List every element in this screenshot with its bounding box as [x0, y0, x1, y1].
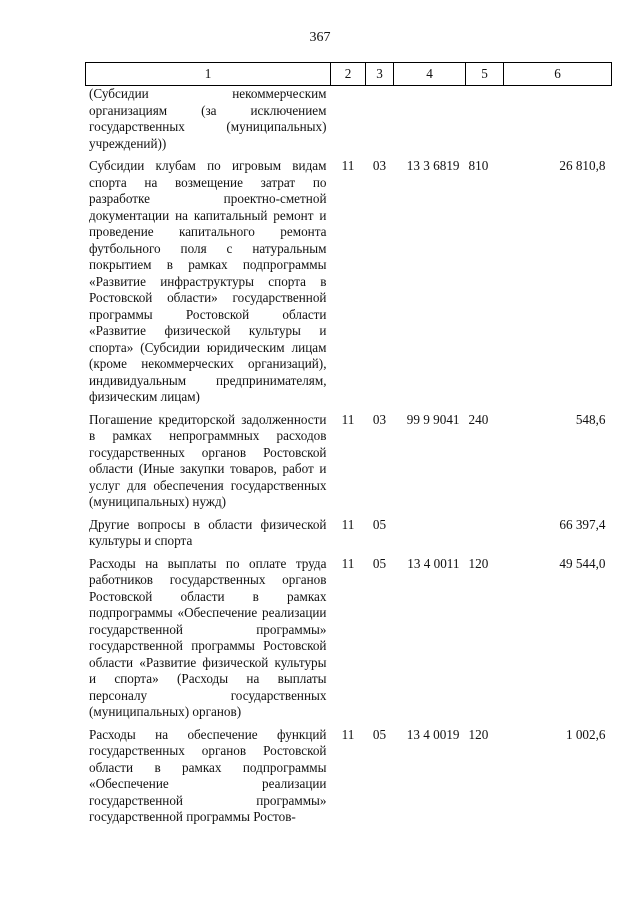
row-subsection: 05: [372, 516, 387, 532]
row-sum: 49 544,0: [559, 555, 606, 571]
table-row: [86, 412, 612, 517]
row-sum: 548,6: [575, 411, 606, 427]
table-row: [86, 158, 612, 412]
row-target-article: 13 4 0019: [406, 726, 460, 742]
row-description: Расходы на обеспечение функций государственных органов Ростовской области в рамках подпрограммы «Обеспечение реализации государственной программы» государственной программы Ростов-: [89, 726, 327, 824]
row-section: 11: [341, 555, 355, 571]
row-subsection: 03: [372, 158, 387, 173]
header-col-4: 4: [394, 63, 466, 86]
row-section: [331, 86, 366, 159]
row-target-article: [394, 86, 466, 159]
row-expense-type: 810: [468, 158, 489, 173]
row-subsection: [366, 86, 394, 159]
row-sum: [504, 86, 612, 159]
row-sum: 26 810,8: [559, 158, 606, 173]
header-col-2: 2: [331, 63, 366, 86]
row-description: Другие вопросы в области физической культуры и спорта: [89, 516, 327, 548]
table-header-row: [86, 63, 612, 86]
row-description: Субсидии клубам по игровым видам спорта на возмещение затрат по разработке проектно-сметной документации на капитальный ремонт и проведение капитального ремонта футбольного поля с натуральным покрытием в рамках подпрограммы «Развитие инфраструктуры спорта в Ростовской области» государственной программы Ростовской области «Развитие физической культуры и спорта» (Субсидии юридическим лицам (кроме некоммерческих организаций), индивидуальным предпринимателям, физическим лицам): [89, 158, 327, 404]
row-subsection: 05: [372, 555, 387, 571]
row-target-article: [394, 517, 466, 556]
header-col-5: 5: [466, 63, 504, 86]
table-row: [86, 86, 612, 159]
table-row: [86, 556, 612, 727]
header-col-3: 3: [366, 63, 394, 86]
row-section: 11: [341, 158, 355, 173]
table-row: [86, 727, 612, 832]
header-col-6: 6: [504, 63, 612, 86]
row-section: 11: [341, 726, 355, 742]
row-sum: 1 002,6: [565, 726, 606, 742]
budget-table: [85, 62, 612, 832]
page-number: 367: [309, 30, 331, 45]
row-expense-type: 240: [468, 411, 489, 427]
row-expense-type: [466, 86, 504, 159]
row-target-article: 13 3 6819: [406, 158, 460, 173]
row-description: Расходы на выплаты по оплате труда работников государственных органов Ростовской области в рамках подпрограммы «Обеспечение реализации государственной программы» государственной программы Ростовской области «Развитие физической культуры и спорта» (Расходы на выплаты персоналу государственных (муниципальных) органов): [89, 555, 327, 719]
row-subsection: 05: [372, 726, 387, 742]
table-row: [86, 517, 612, 556]
row-subsection: 03: [372, 411, 387, 427]
row-expense-type: 120: [468, 555, 489, 571]
row-target-article: 99 9 9041: [406, 411, 460, 427]
row-section: 11: [341, 516, 355, 532]
header-col-1: 1: [86, 63, 331, 86]
row-expense-type: 120: [468, 726, 489, 742]
row-description: (Субсидии некоммерческим организациям (за исключением государственных (муниципальных) учреждений)): [89, 86, 327, 151]
row-section: 11: [341, 411, 355, 427]
row-expense-type: [466, 517, 504, 556]
row-description: Погашение кредиторской задолженности в рамках непрограммных расходов государственных органов Ростовской области (Иные закупки товаров, работ и услуг для обеспечения государственных (муниципальных) нужд): [89, 411, 327, 509]
row-sum: 66 397,4: [559, 516, 606, 532]
row-target-article: 13 4 0011: [407, 555, 460, 571]
